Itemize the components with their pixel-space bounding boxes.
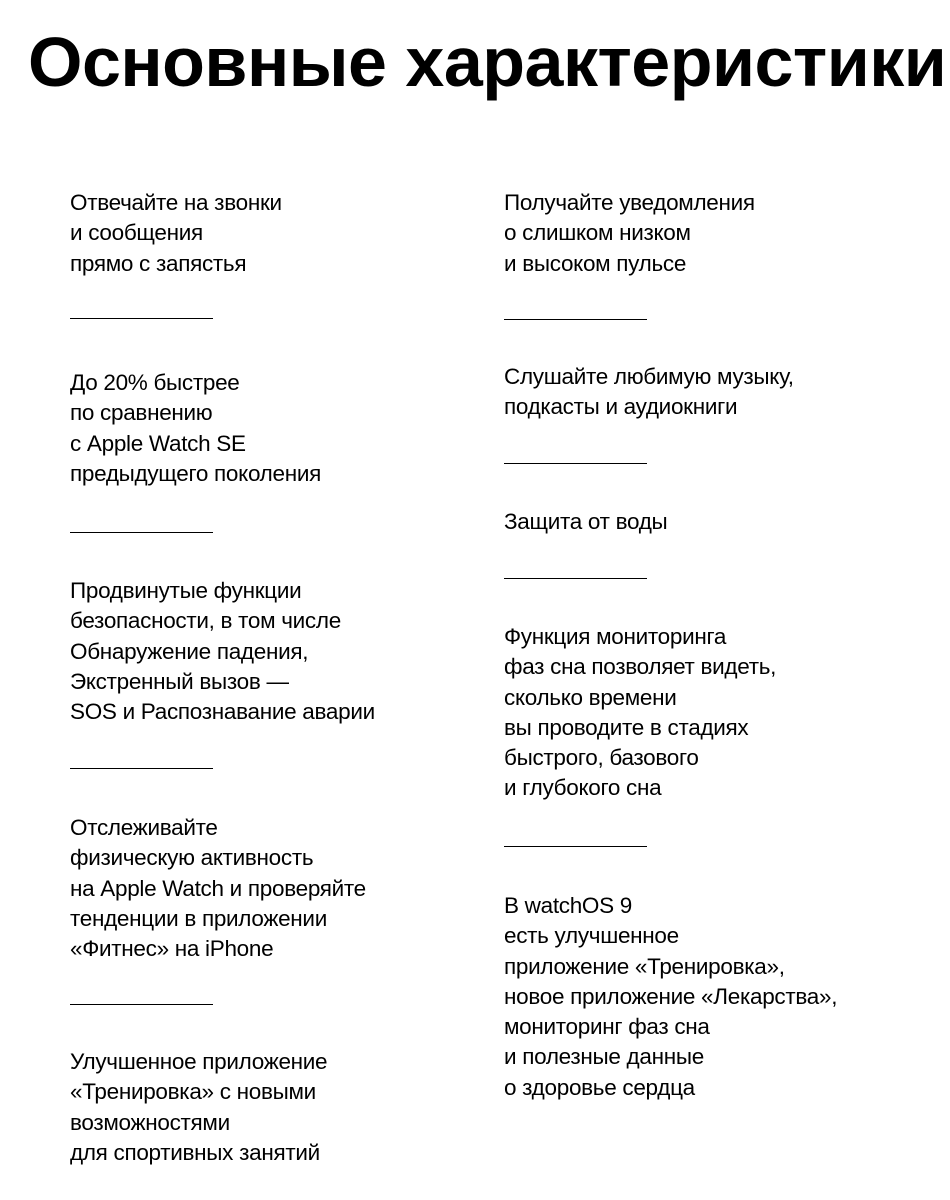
divider — [504, 319, 647, 320]
divider — [70, 532, 213, 533]
feature-music-podcasts: Слушайте любимую музыку, подкасты и аудиокниги — [504, 364, 794, 420]
divider — [504, 463, 647, 464]
divider — [504, 846, 647, 847]
feature-safety: Продвинутые функции безопасности, в том числе Обнаружение падения, Экстренный вызов — SOS и Распознавание аварии — [70, 578, 375, 725]
page-title: Основные характеристики — [28, 23, 947, 101]
divider — [504, 578, 647, 579]
feature-watchos-9: В watchOS 9 есть улучшенное приложение «Тренировка», новое приложение «Лекарства», мониторинг фаз сна и полезные данные о здоровье сердца — [504, 893, 838, 1100]
feature-workout-app: Улучшенное приложение «Тренировка» с новыми возможностями для спортивных занятий — [70, 1049, 328, 1165]
feature-water-resistance: Защита от воды — [504, 509, 668, 534]
feature-calls-messages: Отвечайте на звонки и сообщения прямо с запястья — [70, 190, 282, 276]
divider — [70, 1004, 213, 1005]
divider — [70, 318, 213, 319]
divider — [70, 768, 213, 769]
feature-activity-tracking: Отслеживайте физическую активность на Apple Watch и проверяйте тенденции в приложении «Фитнес» на iPhone — [70, 815, 366, 962]
feature-performance: До 20% быстрее по сравнению с Apple Watch SE предыдущего поколения — [70, 370, 321, 486]
feature-heart-rate-notifications: Получайте уведомления о слишком низком и высоком пульсе — [504, 190, 755, 276]
feature-sleep-stages: Функция мониторинга фаз сна позволяет видеть, сколько времени вы проводите в стадиях быстрого, базового и глубокого сна — [504, 624, 777, 801]
